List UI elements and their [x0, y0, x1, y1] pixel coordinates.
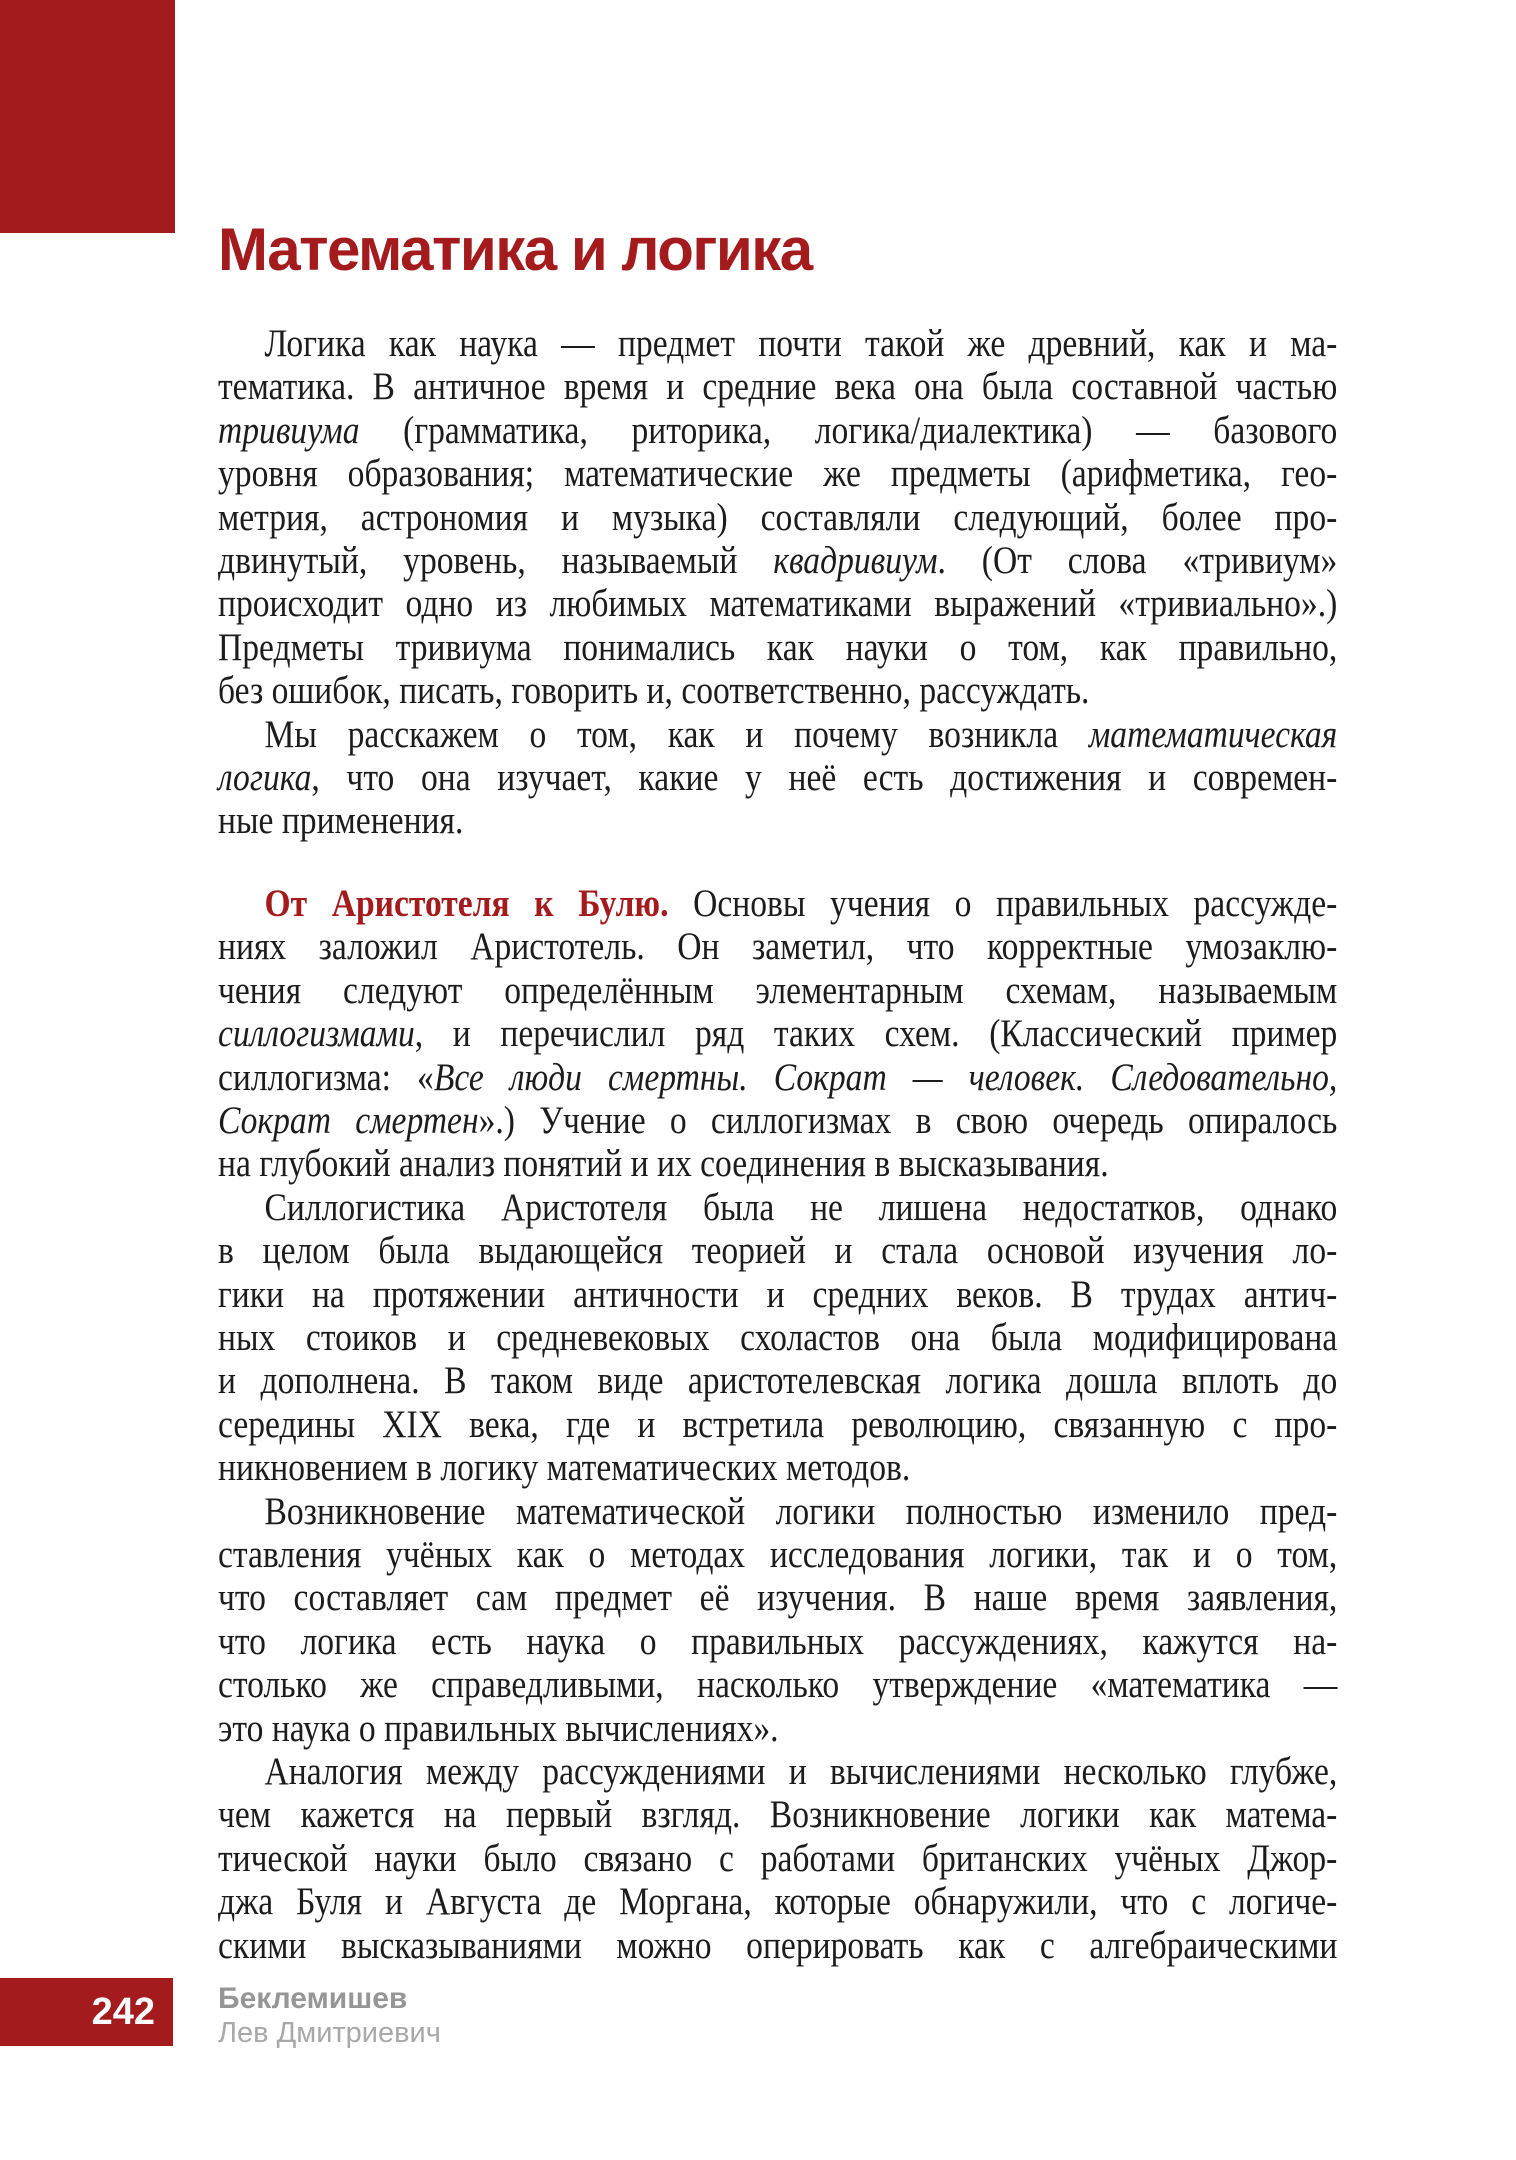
text-segment: Аналогия между рассуждениями и вычислениями несколько глубже, [264, 1750, 1338, 1793]
text-line [218, 1056, 1337, 1099]
text-line [218, 1142, 1337, 1185]
text-line [218, 1229, 1337, 1272]
text-line [218, 1316, 1337, 1359]
text-segment: Все люди смертны. Сократ — человек. Следовательно, [433, 1055, 1338, 1099]
text-segment: Силлогистика Аристотеля была не лишена недостатков, однако [264, 1185, 1338, 1229]
text-line [218, 322, 1337, 365]
text-line [218, 365, 1337, 408]
section-lead: От Аристотеля к Булю. [264, 881, 669, 925]
text-segment: метрия, астрономия и музыка) составляли следующий, более про- [218, 495, 1338, 539]
text-line [218, 582, 1337, 625]
text-segment: Логика как наука — предмет почти такой же древний, как и ма- [264, 322, 1338, 365]
paragraph [218, 713, 1337, 843]
text-line [218, 882, 1337, 925]
text-line [218, 1924, 1337, 1967]
text-line [218, 539, 1337, 582]
page-title: Математика и логика [218, 216, 812, 284]
text-segment: . (От слова «тривиум» [937, 539, 1338, 583]
text-segment: двинутый, уровень, называемый [218, 539, 774, 583]
text-line [218, 1099, 1337, 1142]
text-line [218, 409, 1337, 452]
text-segment: что логика есть наука о правильных рассуждениях, кажутся на- [218, 1619, 1338, 1663]
text-segment: это наука о правильных вычислениях». [218, 1706, 779, 1750]
text-segment: Сократ смертен [218, 1098, 479, 1142]
text-segment: (грамматика, риторика, логика/диалектика) — базового [359, 408, 1338, 452]
text-segment: столько же справедливыми, насколько утверждение «математика — [218, 1663, 1338, 1707]
text-line [218, 1707, 1337, 1750]
text-line [218, 1793, 1337, 1836]
text-segment: квадривиум [773, 539, 938, 583]
corner-accent-block [0, 0, 175, 233]
text-segment: джа Буля и Августа де Моргана, которые обнаружили, что с логиче- [218, 1880, 1338, 1924]
text-line [218, 1533, 1337, 1576]
text-segment: силлогизма: « [218, 1055, 434, 1099]
text-segment: середины XIX века, где и встретила революцию, связанную с про- [218, 1402, 1338, 1446]
page-number-badge [0, 1978, 173, 2046]
text-line [218, 799, 1337, 842]
text-segment: уровня образования; математические же предметы (арифметика, гео- [218, 452, 1338, 496]
paragraph [218, 1186, 1337, 1490]
text-line [218, 756, 1337, 799]
text-segment: , что она изучает, какие у неё есть достижения и современ- [311, 756, 1338, 800]
text-line [218, 969, 1337, 1012]
text-line [218, 1403, 1337, 1446]
text-segment: происходит одно из любимых математиками выражений «тривиально».) [218, 582, 1338, 626]
text-segment: силлогизмами [218, 1012, 415, 1056]
text-line [218, 1186, 1337, 1229]
text-segment: что составляет сам предмет её изучения. В наше время заявления, [218, 1576, 1338, 1620]
text-segment: на глубокий анализ понятий и их соединения в высказывания. [218, 1142, 1109, 1186]
text-segment: тематика. В античное время и средние века она была составной частью [218, 365, 1338, 409]
text-segment: Возникновение математической логики полностью изменило пред- [264, 1489, 1338, 1533]
text-line [218, 1750, 1337, 1793]
text-segment: чения следуют определённым элементарным схемам, называемым [218, 968, 1338, 1012]
text-line [218, 452, 1337, 495]
text-line [218, 1620, 1337, 1663]
text-segment: скими высказываниями можно оперировать как с алгебраическими [218, 1923, 1338, 1967]
text-line [218, 1359, 1337, 1402]
footer-author [218, 1982, 441, 2050]
text-segment: логика [218, 756, 312, 800]
paragraph [218, 1490, 1337, 1750]
text-line [218, 1012, 1337, 1055]
author-first-name: Лев Дмитриевич [218, 2017, 441, 2049]
text-segment: , и перечислил ряд таких схем. (Классический пример [414, 1012, 1338, 1056]
text-segment: никновением в логику математических методов. [218, 1446, 911, 1490]
text-segment: и дополнена. В таком виде аристотелевская логика дошла вплоть до [218, 1359, 1338, 1403]
text-line [218, 1880, 1337, 1923]
text-line [218, 1576, 1337, 1619]
text-segment: ные применения. [218, 799, 464, 843]
text-line [218, 496, 1337, 539]
text-segment: ных стоиков и средневековых схоластов она была модифицирована [218, 1315, 1338, 1359]
paragraph [218, 1750, 1337, 1967]
body-text [218, 322, 1337, 1967]
text-line [218, 713, 1337, 756]
text-segment: ниях заложил Аристотель. Он заметил, что корректные умозаклю- [218, 925, 1338, 969]
text-segment: Основы учения о правильных рассужде- [668, 881, 1338, 925]
section-paragraph [218, 882, 1337, 1186]
text-segment: в целом была выдающейся теорией и стала основой изучения ло- [218, 1229, 1338, 1273]
text-segment: тической науки было связано с работами британских учёных Джор- [218, 1836, 1338, 1880]
text-segment: ставления учёных как о методах исследования логики, так и о том, [218, 1532, 1338, 1576]
text-segment: математическая [1088, 712, 1338, 756]
text-line [218, 1663, 1337, 1706]
text-line [218, 1490, 1337, 1533]
text-line [218, 1273, 1337, 1316]
text-segment: без ошибок, писать, говорить и, соответственно, рассуждать. [218, 669, 1090, 713]
text-segment: гики на протяжении античности и средних веков. В трудах антич- [218, 1272, 1338, 1316]
text-segment: тривиума [218, 408, 360, 452]
text-segment: чем кажется на первый взгляд. Возникновение логики как матема- [218, 1793, 1338, 1837]
text-segment: Мы расскажем о том, как и почему возникла [264, 712, 1089, 756]
text-line [218, 626, 1337, 669]
text-segment: ».) Учение о силлогизмах в свою очередь опиралось [478, 1098, 1338, 1142]
author-last-name: Беклемишев [218, 1982, 408, 2015]
text-line [218, 1446, 1337, 1489]
text-segment: Предметы тривиума понимались как науки о том, как правильно, [218, 625, 1338, 669]
page-number: 242 [91, 1990, 155, 2033]
paragraph [218, 322, 1337, 713]
text-line [218, 925, 1337, 968]
text-line [218, 1837, 1337, 1880]
text-line [218, 669, 1337, 712]
